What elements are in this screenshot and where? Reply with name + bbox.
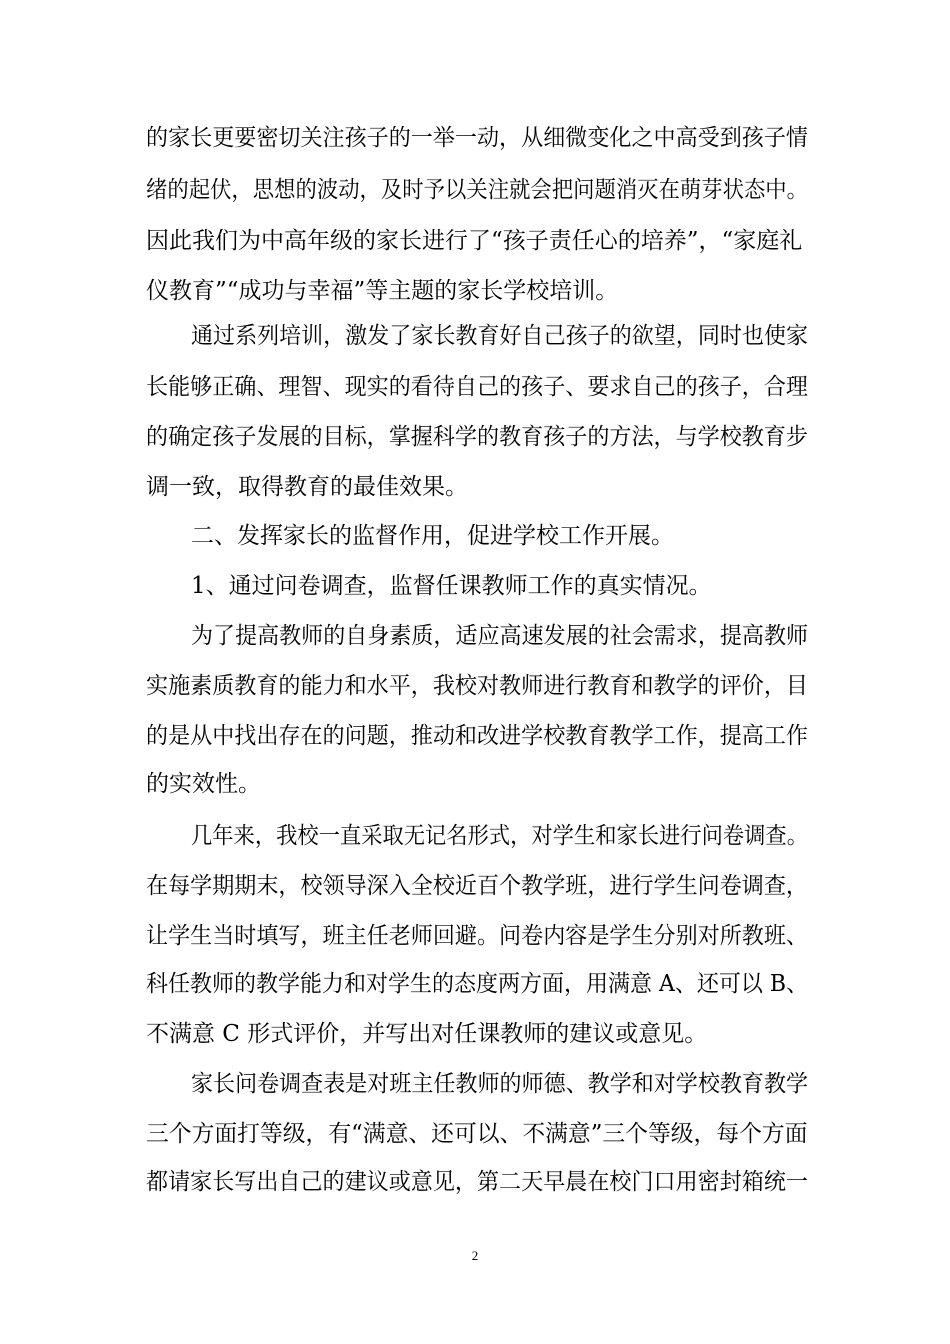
text-line-4: 仪教育”“成功与幸福”等主题的家长学校培训。 [146, 278, 619, 304]
text-line-22: 都请家长写出自己的建议或意见，第二天早晨在校门口用密封箱统一 [146, 1169, 808, 1195]
text-line-7: 的确定孩子发展的目标，掌握科学的教育孩子的方法，与学校教育步 [146, 424, 808, 450]
text-line-12: 实施素质教育的能力和水平，我校对教师进行教育和教学的评价，目 [146, 673, 808, 699]
page-number: 2 [471, 1248, 479, 1263]
text-line-2: 绪的起伏，思想的波动，及时予以关注就会把问题消灭在萌芽状态中。 [146, 177, 809, 203]
text-line-3: 因此我们为中高年级的家长进行了“孩子责任心的培养”，“家庭礼 [146, 228, 803, 254]
subsection-heading: 1、通过问卷调查，监督任课教师工作的真实情况。 [191, 573, 712, 599]
text-line-15: 几年来，我校一直采取无记名形式，对学生和家长进行问卷调查。 [191, 823, 808, 849]
text-line-8: 调一致，取得教育的最佳效果。 [146, 474, 468, 500]
text-line-17: 让学生当时填写，班主任老师回避。问卷内容是学生分别对所教班、 [146, 923, 808, 949]
text-line-6: 长能够正确、理智、现实的看待自己的孩子、要求自己的孩子，合理 [146, 374, 808, 400]
text-line-13: 的是从中找出存在的问题，推动和改进学校教育教学工作，提高工作 [146, 723, 808, 749]
text-line-11: 为了提高教师的自身素质，适应高速发展的社会需求，提高教师 [191, 623, 809, 649]
text-line-20: 家长问卷调查表是对班主任教师的师德、教学和对学校教育教学 [191, 1071, 809, 1097]
text-line-18: 科任教师的教学能力和对学生的态度两方面，用满意 A、还可以 B、 [146, 971, 809, 997]
text-line-1: 的家长更要密切关注孩子的一举一动，从细微变化之中高受到孩子情 [146, 125, 808, 151]
text-line-16: 在每学期期末，校领导深入全校近百个教学班，进行学生问卷调查， [146, 873, 808, 899]
section-heading: 二、发挥家长的监督作用，促进学校工作开展。 [191, 523, 674, 549]
text-line-19: 不满意 C 形式评价，并写出对任课教师的建议或意见。 [146, 1021, 708, 1047]
text-line-14: 的实效性。 [146, 771, 261, 797]
text-line-5: 通过系列培训，激发了家长教育好自己孩子的欲望，同时也使家 [191, 323, 809, 349]
text-line-21: 三个方面打等级，有“满意、还可以、不满意”三个等级，每个方面 [146, 1121, 808, 1147]
